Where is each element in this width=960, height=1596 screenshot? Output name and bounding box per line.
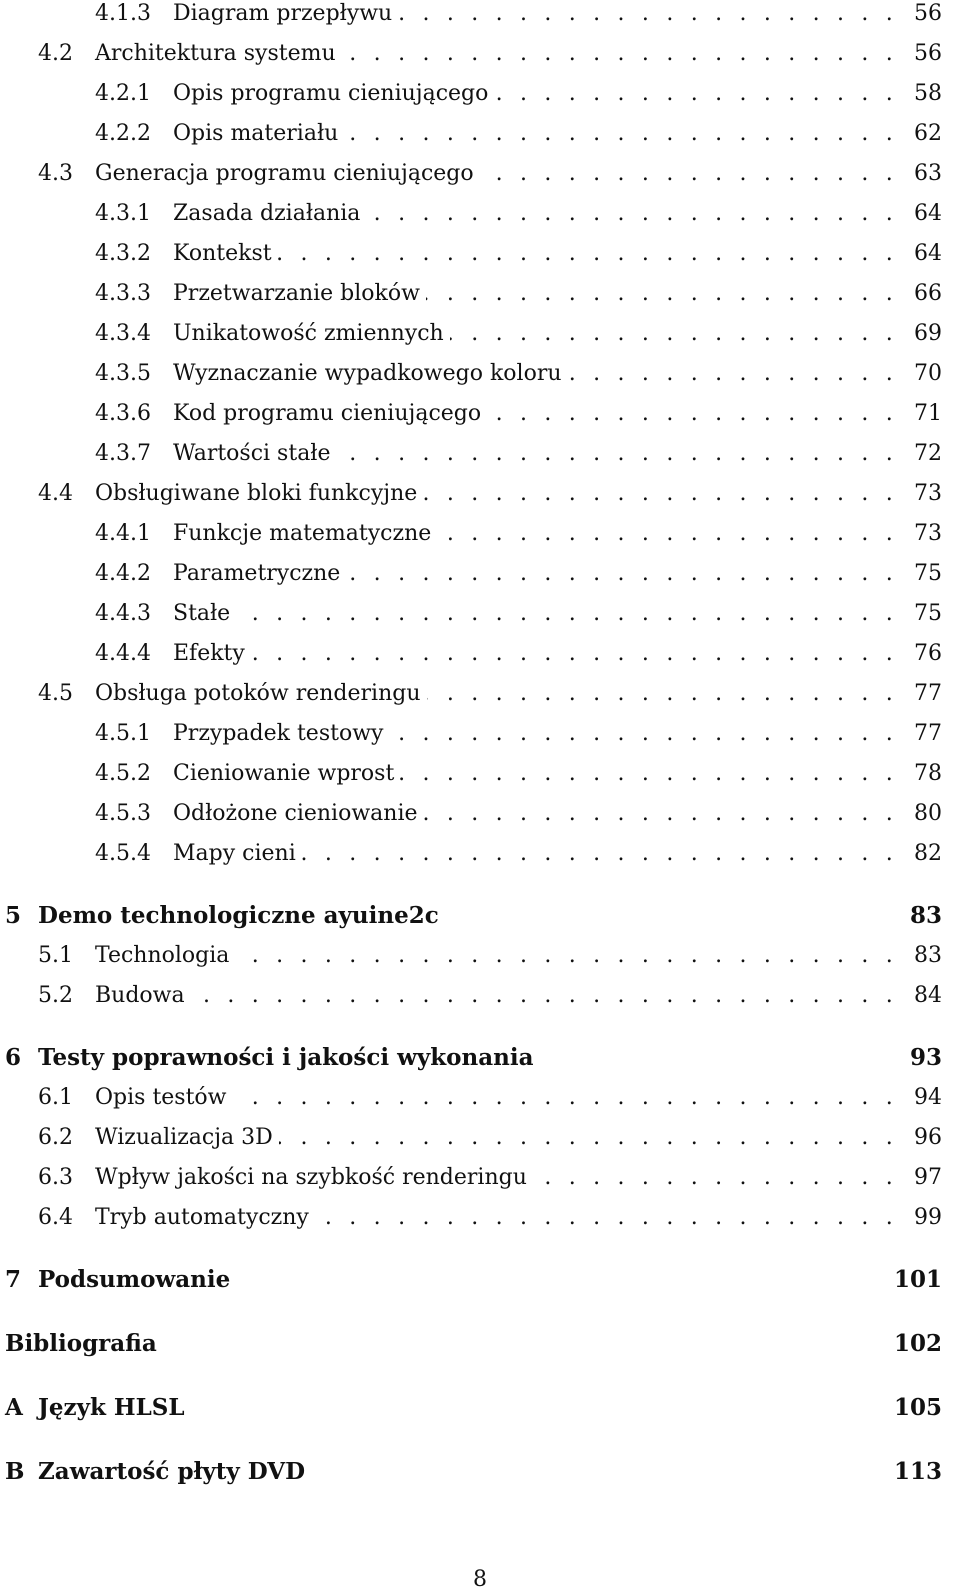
toc-entry-page: 71 [914, 401, 942, 426]
toc-entry-title: Budowa [95, 980, 191, 1012]
toc-chapter-entry[interactable] [0, 900, 960, 932]
toc-dot-leader [302, 838, 898, 870]
toc-entry-page: 66 [914, 281, 942, 306]
toc-entry[interactable] [0, 478, 960, 510]
toc-entry[interactable] [0, 1162, 960, 1194]
toc-entry-title: Opis testów [95, 1082, 233, 1114]
toc-entry-page: 80 [914, 801, 942, 826]
toc-entry-page: 75 [914, 601, 942, 626]
toc-entry-title: Odłożone cieniowanie [173, 798, 424, 830]
toc-entry-title: Przypadek testowy [173, 718, 389, 750]
toc-entry-page: 82 [914, 841, 942, 866]
toc-entry-page: 73 [914, 521, 942, 546]
toc-entry[interactable] [0, 718, 960, 750]
toc-entry[interactable] [0, 318, 960, 350]
toc-entry-page: 69 [914, 321, 942, 346]
toc-entry-number: 4.2 [38, 41, 73, 66]
toc-dot-leader [426, 278, 898, 310]
toc-dot-leader [423, 478, 898, 510]
toc-entry[interactable] [0, 980, 960, 1012]
toc-entry-title: Wartości stałe [173, 438, 336, 470]
toc-entry-number: 6.1 [38, 1085, 73, 1110]
toc-entry-number: 4.3 [38, 161, 73, 186]
toc-entry-number: 5.1 [38, 943, 73, 968]
toc-entry-number: 4.3.1 [95, 201, 151, 226]
toc-entry-page: 64 [914, 241, 942, 266]
toc-entry-title: Stałe [173, 598, 236, 630]
toc-dot-leader [389, 718, 898, 750]
toc-entry-title: Bibliografia [5, 1328, 163, 1360]
toc-entry-page: 105 [893, 1394, 942, 1421]
toc-entry-title: Zawartość płyty DVD [38, 1456, 311, 1488]
toc-entry-number: 4.5.4 [95, 841, 151, 866]
toc-entry[interactable] [0, 558, 960, 590]
toc-dot-leader [342, 38, 898, 70]
toc-entry[interactable] [0, 1122, 960, 1154]
toc-entry-title: Język HLSL [38, 1392, 191, 1424]
toc-entry-number: 4.3.2 [95, 241, 151, 266]
toc-entry-number: 6.3 [38, 1165, 73, 1190]
toc-entry-number: 4.3.5 [95, 361, 151, 386]
toc-dot-leader [235, 940, 898, 972]
toc-entry-title: Kontekst [173, 238, 278, 270]
toc-dot-leader [336, 438, 898, 470]
toc-chapter-entry[interactable] [0, 1392, 960, 1424]
toc-entry-page: 78 [914, 761, 942, 786]
toc-entry-title: Unikatowość zmiennych [173, 318, 450, 350]
toc-entry[interactable] [0, 940, 960, 972]
toc-entry-title: Wizualizacja 3D [95, 1122, 279, 1154]
toc-entry-page: 73 [914, 481, 942, 506]
toc-dot-leader [437, 518, 898, 550]
toc-entry-title: Podsumowanie [38, 1264, 236, 1296]
toc-entry-page: 58 [914, 81, 942, 106]
toc-entry-number: 6 [5, 1044, 22, 1071]
toc-entry[interactable] [0, 1082, 960, 1114]
toc-dot-leader [366, 198, 898, 230]
toc-entry-title: Wpływ jakości na szybkość renderingu [95, 1162, 533, 1194]
toc-entry-title: Opis programu cieniującego [173, 78, 494, 110]
toc-dot-leader [346, 558, 898, 590]
toc-entry-page: 96 [914, 1125, 942, 1150]
toc-entry-title: Wyznaczanie wypadkowego koloru [173, 358, 568, 390]
toc-dot-leader [191, 980, 898, 1012]
toc-entry-number: 4.5 [38, 681, 73, 706]
toc-entry-page: 76 [914, 641, 942, 666]
toc-entry[interactable] [0, 438, 960, 470]
toc-entry-title: Tryb automatyczny [95, 1202, 315, 1234]
toc-dot-leader [487, 398, 898, 430]
toc-entry-page: 77 [914, 681, 942, 706]
toc-dot-leader [427, 678, 898, 710]
toc-entry-number: 4.3.7 [95, 441, 151, 466]
toc-chapter-entry[interactable] [0, 1328, 960, 1360]
toc-entry-page: 97 [914, 1165, 942, 1190]
toc-entry-number: 4.5.2 [95, 761, 151, 786]
toc-dot-leader [344, 118, 898, 150]
toc-dot-leader [279, 1122, 898, 1154]
toc-entry[interactable] [0, 518, 960, 550]
toc-entry-page: 83 [909, 902, 942, 929]
toc-entry[interactable] [0, 78, 960, 110]
toc-entry-number: 4.2.1 [95, 81, 151, 106]
toc-entry-number: 5 [5, 902, 22, 929]
toc-entry-title: Architektura systemu [95, 38, 342, 70]
toc-entry-number: 4.3.6 [95, 401, 151, 426]
toc-entry[interactable] [0, 1202, 960, 1234]
toc-entry-page: 63 [914, 161, 942, 186]
toc-entry[interactable] [0, 38, 960, 70]
toc-entry-page: 77 [914, 721, 942, 746]
toc-entry-title: Testy poprawności i jakości wykonania [38, 1042, 540, 1074]
toc-entry[interactable] [0, 598, 960, 630]
toc-dot-leader [533, 1162, 898, 1194]
toc-entry-title: Diagram przepływu [173, 0, 398, 30]
toc-entry-number: 4.4 [38, 481, 73, 506]
toc-entry-page: 99 [914, 1205, 942, 1230]
toc-dot-leader [278, 238, 898, 270]
toc-entry-page: 83 [914, 943, 942, 968]
toc-dot-leader [251, 638, 898, 670]
toc-entry-page: 72 [914, 441, 942, 466]
toc-dot-leader [400, 758, 898, 790]
toc-entry[interactable] [0, 758, 960, 790]
toc-entry-page: 62 [914, 121, 942, 146]
toc-entry-page: 94 [914, 1085, 942, 1110]
toc-entry[interactable] [0, 198, 960, 230]
toc-entry-number: 4.5.3 [95, 801, 151, 826]
toc-entry-page: 56 [914, 41, 942, 66]
toc-entry-page: 101 [893, 1266, 942, 1293]
toc-entry[interactable] [0, 358, 960, 390]
toc-entry-number: 7 [5, 1266, 22, 1293]
toc-entry-page: 64 [914, 201, 942, 226]
toc-entry[interactable] [0, 0, 960, 30]
toc-entry-title: Przetwarzanie bloków [173, 278, 426, 310]
toc-entry-number: 4.4.3 [95, 601, 151, 626]
toc-entry-title: Mapy cieni [173, 838, 302, 870]
toc-entry[interactable] [0, 278, 960, 310]
toc-entry-number: 6.2 [38, 1125, 73, 1150]
toc-entry[interactable] [0, 158, 960, 190]
toc-entry-title: Zasada działania [173, 198, 366, 230]
toc-entry[interactable] [0, 638, 960, 670]
toc-entry-number: 6.4 [38, 1205, 73, 1230]
toc-dot-leader [450, 318, 898, 350]
toc-entry-title: Kod programu cieniującego [173, 398, 487, 430]
toc-entry-page: 84 [914, 983, 942, 1008]
toc-entry-title: Efekty [173, 638, 251, 670]
toc-dot-leader [236, 598, 898, 630]
toc-entry-number: 5.2 [38, 983, 73, 1008]
toc-chapter-entry[interactable] [0, 1456, 960, 1488]
toc-entry-number: 4.4.1 [95, 521, 151, 546]
toc-entry-title: Funkcje matematyczne [173, 518, 437, 550]
toc-entry-title: Opis materiału [173, 118, 344, 150]
toc-entry-page: 102 [893, 1330, 942, 1357]
toc-entry[interactable] [0, 118, 960, 150]
toc-entry-page: 113 [893, 1458, 942, 1485]
toc-chapter-entry[interactable] [0, 1042, 960, 1074]
toc-entry-title: Cieniowanie wprost [173, 758, 400, 790]
toc-entry-page: 75 [914, 561, 942, 586]
toc-entry-number: 4.3.3 [95, 281, 151, 306]
toc-entry-title: Generacja programu cieniującego [95, 158, 480, 190]
toc-entry-title: Obsługiwane bloki funkcyjne [95, 478, 423, 510]
toc-entry-title: Parametryczne [173, 558, 346, 590]
toc-dot-leader [233, 1082, 898, 1114]
toc-dot-leader [480, 158, 898, 190]
toc-entry-title: Obsługa potoków renderingu [95, 678, 427, 710]
page-number: 8 [473, 1567, 487, 1592]
toc-entry-page: 56 [914, 1, 942, 26]
toc-entry[interactable] [0, 398, 960, 430]
toc-entry-title: Technologia [95, 940, 235, 972]
toc-entry[interactable] [0, 798, 960, 830]
toc-dot-leader [315, 1202, 898, 1234]
toc-dot-leader [424, 798, 898, 830]
toc-entry-number: 4.4.2 [95, 561, 151, 586]
toc-entry-page: 93 [909, 1044, 942, 1071]
toc-entry-number: 4.3.4 [95, 321, 151, 346]
toc-chapter-entry[interactable] [0, 1264, 960, 1296]
toc-entry[interactable] [0, 838, 960, 870]
toc-entry-title: Demo technologiczne ayuine2c [38, 900, 445, 932]
toc-entry[interactable] [0, 238, 960, 270]
toc-entry[interactable] [0, 678, 960, 710]
toc-entry-page: 70 [914, 361, 942, 386]
toc-dot-leader [398, 0, 898, 30]
toc-entry-number: B [5, 1458, 25, 1485]
toc-entry-number: 4.1.3 [95, 1, 151, 26]
toc-dot-leader [494, 78, 898, 110]
toc-dot-leader [568, 358, 898, 390]
toc-entry-number: 4.5.1 [95, 721, 151, 746]
toc-entry-number: 4.2.2 [95, 121, 151, 146]
toc-entry-number: 4.4.4 [95, 641, 151, 666]
toc-entry-number: A [5, 1394, 23, 1421]
